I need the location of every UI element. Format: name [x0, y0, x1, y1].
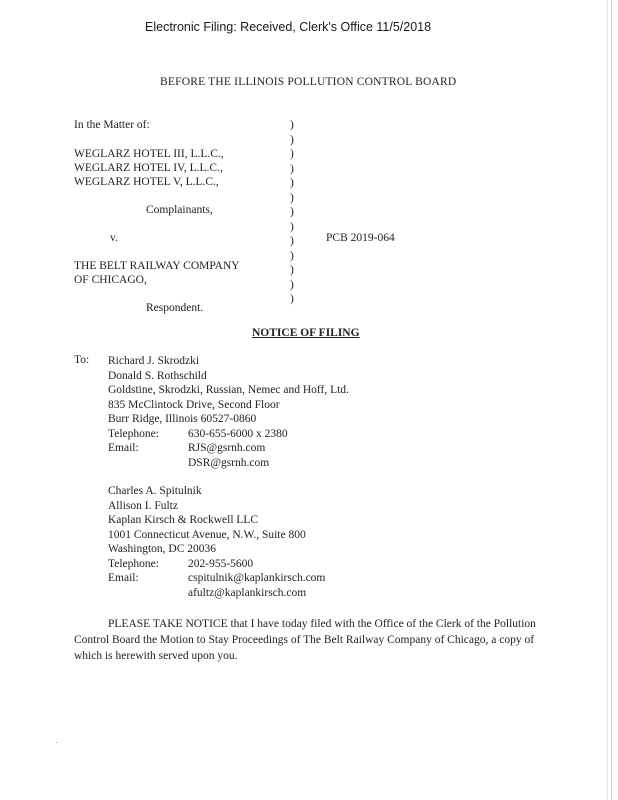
- recipient-email-row: [108, 441, 349, 456]
- to-label: To:: [74, 354, 90, 366]
- complainants-label: Complainants,: [146, 204, 213, 216]
- notice-body-paragraph: PLEASE TAKE NOTICE that I have today filed with the Office of the Clerk of the Pollution Control Board the Motion to Stay Proceedings of The Belt Railway Company of Chicago, a copy of which is herewith served upon you.: [74, 618, 536, 662]
- recipient-block: [108, 484, 325, 600]
- paren: ): [290, 278, 294, 291]
- recipient-name: Donald S. Rothschild: [108, 369, 207, 382]
- in-the-matter-label: In the Matter of:: [74, 119, 150, 131]
- recipient-address: 1001 Connecticut Avenue, N.W., Suite 800: [108, 528, 306, 541]
- respondent-line: THE BELT RAILWAY COMPANY: [74, 260, 240, 272]
- email-value: DSR@gsrnh.com: [188, 456, 270, 469]
- page-scan-edge: [611, 0, 612, 800]
- respondent-line: OF CHICAGO,: [74, 274, 147, 286]
- paren: ): [290, 206, 294, 218]
- paren: ): [290, 235, 294, 247]
- recipient-email-row: [108, 586, 325, 601]
- document-heading: BEFORE THE ILLINOIS POLLUTION CONTROL BOARD: [160, 76, 457, 88]
- paren: ): [290, 220, 294, 233]
- recipient-firm: Goldstine, Skrodzki, Russian, Nemec and Hoff, Ltd.: [108, 384, 349, 396]
- recipient-name: Allison I. Fultz: [108, 499, 178, 512]
- telephone-label: Telephone:: [108, 427, 159, 440]
- recipient-name: Charles A. Spitulnik: [108, 485, 202, 497]
- scan-speck: [56, 742, 57, 743]
- paren: ): [290, 148, 294, 160]
- recipient-block: [108, 354, 349, 470]
- telephone-value: 202-955-5600: [188, 557, 254, 570]
- paren: ): [290, 249, 294, 262]
- paren: ): [290, 177, 294, 189]
- email-value: RJS@gsrnh.com: [188, 442, 266, 454]
- caption-parenthesis-column: [290, 118, 294, 307]
- telephone-value: 630-655-6000 x 2380: [188, 427, 288, 440]
- recipient-address: Washington, DC 20036: [108, 543, 217, 555]
- paren: ): [290, 162, 294, 175]
- email-label: Email:: [108, 442, 139, 454]
- paren: ): [290, 264, 294, 276]
- email-value: cspitulnik@kaplankirsch.com: [188, 572, 326, 584]
- recipient-telephone-row: [108, 557, 325, 572]
- complainant-line: WEGLARZ HOTEL III, L.L.C.,: [74, 148, 224, 160]
- page-scan-edge: [607, 0, 608, 800]
- recipient-address: Burr Ridge, Illinois 60527-0860: [108, 413, 257, 425]
- paren: ): [290, 191, 294, 204]
- complainant-line: WEGLARZ HOTEL IV, L.L.C.,: [74, 162, 223, 174]
- recipient-telephone-row: [108, 427, 349, 442]
- telephone-label: Telephone:: [108, 557, 159, 570]
- recipient-address: 835 McClintock Drive, Second Floor: [108, 398, 280, 411]
- complainant-line: WEGLARZ HOTEL V, L.L.C.,: [74, 176, 219, 188]
- notice-of-filing-title: NOTICE OF FILING: [252, 327, 360, 339]
- paren: ): [290, 119, 294, 131]
- paren: ): [290, 133, 294, 146]
- email-value: afultz@kaplankirsch.com: [188, 586, 307, 599]
- case-number: PCB 2019-064: [326, 232, 395, 244]
- electronic-filing-stamp: Electronic Filing: Received, Clerk's Office 11/5/2018: [145, 20, 432, 34]
- versus-label: v.: [110, 232, 118, 244]
- recipient-email-row: [108, 571, 325, 586]
- recipient-firm: Kaplan Kirsch & Rockwell LLC: [108, 514, 259, 526]
- recipient-name: Richard J. Skrodzki: [108, 355, 200, 367]
- respondent-label: Respondent.: [146, 302, 204, 314]
- email-label: Email:: [108, 572, 139, 584]
- paren: ): [290, 293, 294, 305]
- recipient-email-row: [108, 456, 349, 471]
